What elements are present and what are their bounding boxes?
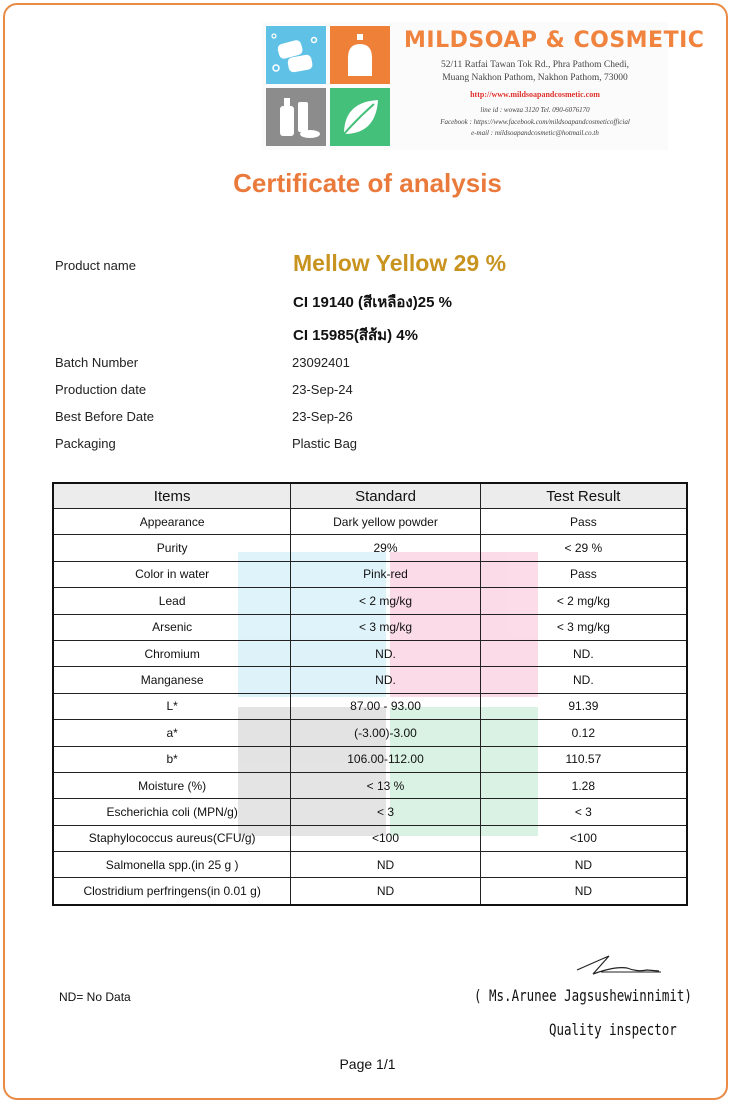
- cell-standard: ND: [291, 878, 480, 905]
- table-row: [53, 693, 687, 719]
- cell-result: < 3 mg/kg: [480, 614, 687, 640]
- table-row: [53, 640, 687, 666]
- cell-standard: < 13 %: [291, 772, 480, 798]
- soap-bars-icon: [266, 26, 326, 84]
- cell-result: 91.39: [480, 693, 687, 719]
- ci-component-2: CI 15985(สีส้ม) 4%: [293, 327, 418, 344]
- table-row: [53, 799, 687, 825]
- cell-item: Staphylococcus aureus(CFU/g): [53, 825, 291, 851]
- cell-item: Manganese: [53, 667, 291, 693]
- cell-result: Pass: [480, 561, 687, 587]
- cell-item: b*: [53, 746, 291, 772]
- batch-number-label: Batch Number: [55, 355, 139, 370]
- cell-standard: Dark yellow powder: [291, 509, 480, 535]
- company-address-line2: Muang Nakhon Pathom, Nakhon Pathom, 73000: [442, 73, 628, 83]
- cell-item: L*: [53, 693, 291, 719]
- cell-item: Purity: [53, 535, 291, 561]
- cell-item: Salmonella spp.(in 25 g ): [53, 852, 291, 878]
- table-row: [53, 746, 687, 772]
- cell-standard: ND.: [291, 640, 480, 666]
- cell-result: ND.: [480, 640, 687, 666]
- company-name: MILDSOAP & COSMETIC: [404, 28, 705, 53]
- leaf-icon: [330, 88, 390, 146]
- company-address-line1: 52/11 Ratfai Tawan Tok Rd., Phra Pathom Chedi,: [441, 60, 629, 70]
- header-items: Items: [53, 483, 291, 509]
- company-facebook[interactable]: Facebook : https://www.facebook.com/mildsoapandcosmeticofficial: [440, 118, 630, 126]
- inspector-name: ( Ms.Arunee Jagsushewinnimit): [474, 986, 692, 1005]
- cell-standard: < 2 mg/kg: [291, 588, 480, 614]
- cell-standard: ND: [291, 852, 480, 878]
- cell-item: Lead: [53, 588, 291, 614]
- page-title: Certificate of analysis: [233, 168, 502, 198]
- analysis-table: [52, 482, 688, 906]
- cell-result: < 2 mg/kg: [480, 588, 687, 614]
- cell-item: Moisture (%): [53, 772, 291, 798]
- table-row: [53, 667, 687, 693]
- cell-standard: ND.: [291, 667, 480, 693]
- cell-item: Appearance: [53, 509, 291, 535]
- company-website[interactable]: http://www.mildsoapandcosmetic.com: [470, 90, 600, 99]
- product-name-label: Product name: [55, 258, 136, 273]
- ci-component-1: CI 19140 (สีเหลือง)25 %: [293, 294, 452, 311]
- cell-standard: 106.00-112.00: [291, 746, 480, 772]
- table-row: [53, 720, 687, 746]
- product-name-value: Mellow Yellow 29 %: [293, 250, 507, 276]
- cell-standard: < 3 mg/kg: [291, 614, 480, 640]
- company-header: [262, 22, 705, 150]
- cell-standard: 29%: [291, 535, 480, 561]
- cell-standard: 87.00 - 93.00: [291, 693, 480, 719]
- packaging-value: Plastic Bag: [292, 436, 358, 451]
- header-standard: Standard: [291, 483, 480, 509]
- table-row: [53, 614, 687, 640]
- cell-standard: (-3.00)-3.00: [291, 720, 480, 746]
- cell-result: ND: [480, 878, 687, 905]
- cell-item: Escherichia coli (MPN/g): [53, 799, 291, 825]
- cell-result: Pass: [480, 509, 687, 535]
- table-row: [53, 852, 687, 878]
- batch-number-value: 23092401: [292, 355, 350, 370]
- cell-item: Arsenic: [53, 614, 291, 640]
- table-row: [53, 588, 687, 614]
- production-date-label: Production date: [55, 382, 147, 397]
- cell-standard: < 3: [291, 799, 480, 825]
- cell-item: a*: [53, 720, 291, 746]
- best-before-label: Best Before Date: [55, 409, 154, 424]
- table-row: [53, 772, 687, 798]
- cell-result: 1.28: [480, 772, 687, 798]
- best-before-value: 23-Sep-26: [292, 409, 353, 424]
- cell-item: Color in water: [53, 561, 291, 587]
- packaging-label: Packaging: [55, 436, 116, 451]
- signature: [575, 952, 665, 983]
- cell-result: ND: [480, 852, 687, 878]
- table-row: [53, 878, 687, 905]
- cell-standard: <100: [291, 825, 480, 851]
- cell-item: Chromium: [53, 640, 291, 666]
- cell-result: 0.12: [480, 720, 687, 746]
- table-row: [53, 825, 687, 851]
- bottle-icon: [330, 26, 390, 84]
- company-email[interactable]: e-mail : mildsoapandcosmetic@hotmail.co.th: [471, 129, 599, 137]
- cell-result: 110.57: [480, 746, 687, 772]
- cell-result: <100: [480, 825, 687, 851]
- table-row: [53, 535, 687, 561]
- production-date-value: 23-Sep-24: [292, 382, 353, 397]
- company-contact: line id : wowza 3120 Tel. 090-6076170: [480, 106, 590, 114]
- inspector-role: Quality inspector: [549, 1020, 677, 1039]
- cosmetic-bottles-icon: [266, 88, 326, 146]
- cell-result: ND.: [480, 667, 687, 693]
- table-row: [53, 561, 687, 587]
- cell-standard: Pink-red: [291, 561, 480, 587]
- cell-result: < 3: [480, 799, 687, 825]
- nd-note: ND= No Data: [59, 990, 131, 1004]
- header-test-result: Test Result: [480, 483, 687, 509]
- page-number: Page 1/1: [339, 1056, 396, 1072]
- table-header-row: [53, 483, 687, 509]
- cell-result: < 29 %: [480, 535, 687, 561]
- table-row: [53, 509, 687, 535]
- cell-item: Clostridium perfringens(in 0.01 g): [53, 878, 291, 905]
